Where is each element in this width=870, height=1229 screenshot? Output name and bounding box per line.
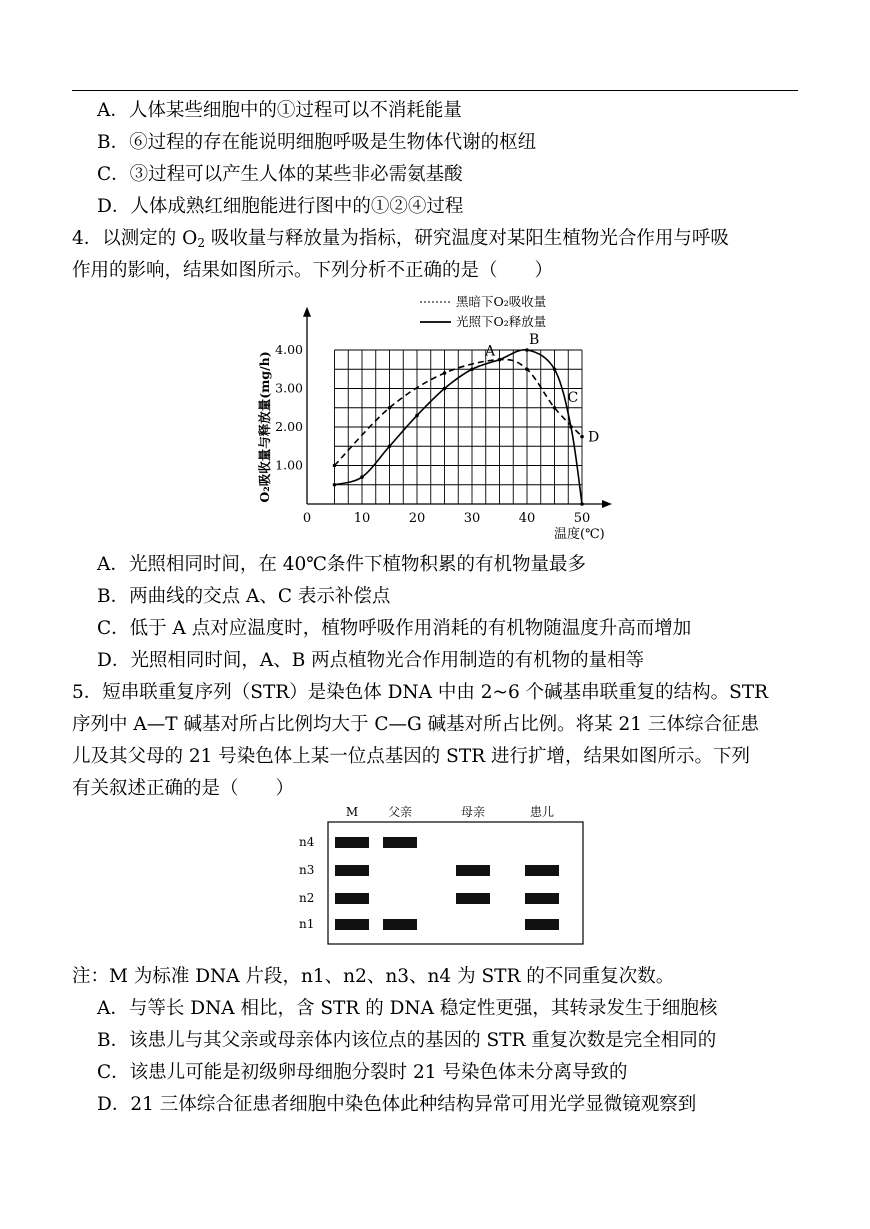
q5-stem-line1: 5．短串联重复序列（STR）是染色体 DNA 中由 2~6 个碱基串联重复的结构。STR (72, 682, 769, 703)
data-point (415, 414, 419, 418)
q3-option-b: B．⑥过程的存在能说明细胞呼吸是生物体代谢的枢纽 (97, 132, 537, 153)
point-label-b: B (529, 332, 540, 348)
gel-column-label: M (345, 805, 359, 819)
q5-option-b: B．该患儿与其父亲或母亲体内该位点的基因的 STR 重复次数是完全相同的 (97, 1030, 717, 1051)
q4-option-d: D．光照相同时间，A、B 两点植物光合作用制造的有机物的量相等 (97, 650, 645, 671)
q3-option-d: D．人体成熟红细胞能进行图中的①②④过程 (97, 196, 464, 217)
x-axis-label: 温度(℃) (554, 527, 605, 542)
y-tick-label: 1.00 (275, 457, 303, 473)
point-label-a: A (485, 343, 496, 360)
data-point (580, 435, 584, 439)
y-tick-label: 4.00 (275, 342, 303, 357)
y-axis-label: O₂吸收量与释放量(mg/h) (257, 351, 272, 503)
gel-band (525, 893, 559, 904)
gel-row-label: n3 (299, 863, 315, 877)
q5-stem-line2: 序列中 A—T 碱基对所占比例均大于 C—G 碱基对所占比例。将某 21 三体综合征患 (72, 714, 759, 735)
gel-band (335, 837, 369, 848)
point-label-d: D (588, 429, 600, 446)
data-point (360, 475, 364, 479)
gel-band (383, 919, 417, 930)
data-point (388, 406, 392, 410)
q3-option-a: A．人体某些细胞中的①过程可以不消耗能量 (97, 100, 462, 121)
gel-band (335, 893, 369, 904)
str-gel-figure (292, 800, 592, 950)
data-point (333, 483, 337, 487)
legend-label-0: 黑暗下O₂吸收量 (456, 294, 547, 309)
q4-option-c: C．低于 A 点对应温度时，植物呼吸作用消耗的有机物随温度升高而增加 (97, 618, 692, 639)
gel-row-label: n2 (299, 891, 315, 905)
y-tick-label: 3.00 (275, 380, 303, 396)
gel-row-label: n4 (299, 835, 315, 849)
q5-note: 注：M 为标准 DNA 片段，n1、n2、n3、n4 为 STR 的不同重复次数。 (72, 966, 675, 987)
q4-stem-line1: 4．以测定的 $O_2$ 吸收量与释放量为指标，研究温度对某阳生植物光合作用与呼吸 (72, 228, 729, 250)
data-point (580, 502, 584, 506)
gel-column-label: 母亲 (460, 805, 486, 819)
data-point (525, 348, 529, 352)
data-point (569, 425, 573, 429)
o2-temperature-chart (255, 290, 625, 545)
data-point (470, 367, 474, 371)
x-tick-label: 0 (302, 511, 312, 526)
data-point (553, 406, 557, 410)
x-tick-label: 30 (463, 511, 481, 526)
data-point (498, 358, 502, 362)
header-rule (72, 90, 798, 91)
x-axis-arrow (602, 500, 612, 508)
q5-stem-line3: 儿及其父母的 21 号染色体上某一位点基因的 STR 进行扩增，结果如图所示。下列 (72, 746, 751, 767)
data-point (333, 464, 337, 468)
gel-band (456, 893, 490, 904)
gel-band (335, 919, 369, 930)
q5-option-c: C．该患儿可能是初级卵母细胞分裂时 21 号染色体未分离导致的 (97, 1062, 628, 1083)
data-point (388, 444, 392, 448)
gel-column-label: 父亲 (387, 805, 413, 819)
data-point (553, 367, 557, 371)
gel-band (383, 837, 417, 848)
q4-option-b: B．两曲线的交点 A、C 表示补偿点 (97, 586, 391, 607)
legend-label-1: 光照下O₂释放量 (456, 314, 547, 329)
q5-stem-line4: 有关叙述正确的是（ ） (72, 778, 295, 799)
q4-option-a: A．光照相同时间，在 40℃条件下植物积累的有机物量最多 (97, 554, 586, 575)
gel-column-label: 患儿 (529, 805, 555, 819)
gel-band (525, 919, 559, 930)
q5-option-a: A．与等长 DNA 相比，含 STR 的 DNA 稳定性更强，其转录发生于细胞核 (97, 998, 718, 1019)
y-tick-label: 2.00 (275, 419, 303, 434)
q3-option-c: C．③过程可以产生人体的某些非必需氨基酸 (97, 164, 463, 185)
x-tick-label: 20 (408, 511, 426, 526)
data-point (443, 387, 447, 391)
q5-option-d: D．21 三体综合征患者细胞中染色体此种结构异常可用光学显微镜观察到 (97, 1094, 697, 1115)
data-point (443, 371, 447, 375)
gel-row-label: n1 (299, 917, 315, 931)
y-axis-arrow (303, 307, 311, 317)
x-tick-label: 40 (518, 511, 536, 526)
data-point (525, 367, 529, 371)
point-label-c: C (567, 389, 579, 406)
x-tick-label: 50 (573, 511, 591, 526)
x-tick-label: 10 (353, 511, 371, 526)
gel-band (525, 865, 559, 876)
gel-band (335, 865, 369, 876)
q4-stem-line2: 作用的影响，结果如图所示。下列分析不正确的是（ ） (72, 260, 554, 281)
gel-band (456, 865, 490, 876)
